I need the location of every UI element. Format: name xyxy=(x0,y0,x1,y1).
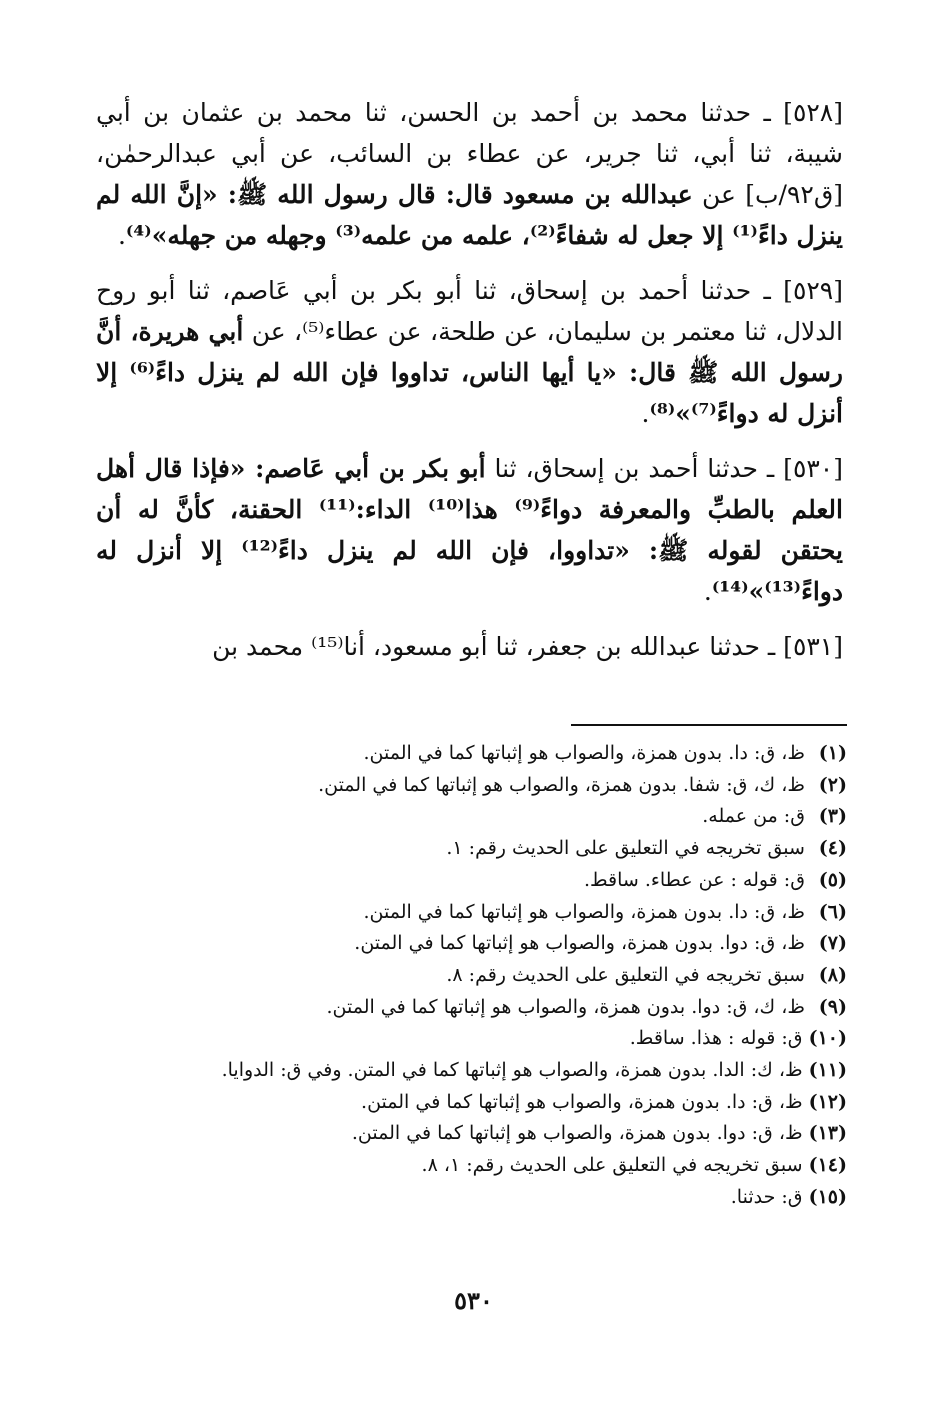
footnote-text: ق: قوله : هذا. ساقط. xyxy=(629,1027,803,1050)
footnote xyxy=(96,833,847,865)
footnote-divider xyxy=(571,724,847,726)
footnote xyxy=(96,992,847,1024)
footnote-number: (٦) xyxy=(818,900,847,923)
footnote xyxy=(96,928,847,960)
hadith-isnad: ـ حدثنا أحمد بن إسحاق، ثنا xyxy=(485,454,784,483)
footnote-text: ظ، ق: دوا. بدون همزة، والصواب هو إثباتها كما في المتن. xyxy=(351,1122,803,1145)
footnote-number: (١) xyxy=(818,742,847,764)
page-number: ٥٣٠ xyxy=(454,1286,493,1315)
footnote xyxy=(96,1118,847,1150)
footnote xyxy=(96,1055,847,1087)
footnote-text: ظ، ق: دا. بدون همزة، والصواب هو إثباتها كما في المتن. xyxy=(363,742,805,764)
hadith-end: . xyxy=(703,577,712,606)
footnote-text: سبق تخريجه في التعليق على الحديث رقم: ٨. xyxy=(446,963,805,986)
footnote-number: (٤) xyxy=(818,837,847,860)
hadith-number: [٥٣١] xyxy=(783,632,843,661)
footnote xyxy=(96,897,847,929)
footnote-text: ق: حدثنا. xyxy=(730,1185,803,1208)
footnote xyxy=(96,738,847,770)
footnote-text: ق: قوله : عن عطاء. ساقط. xyxy=(583,868,805,891)
footnote-text: سبق تخريجه في التعليق على الحديث رقم: ١، ٨. xyxy=(421,1154,803,1177)
footnote xyxy=(96,1182,847,1214)
hadith-isnad: ـ حدثنا أحمد بن إسحاق، ثنا أبو بكر بن أبي عَاصم، ثنا أبو روح الدلال، ثنا معتمر بن سليمان، عن طلحة، عن عطاء⁽⁵⁾، عن xyxy=(96,276,843,346)
footnote-number: (٧) xyxy=(818,932,847,955)
hadith-matn: أبو بكر بن أبي عَاصم: «فإذا قال أهل العلم بالطبِّ والمعرفة دواءً⁽⁹⁾ هذا⁽¹⁰⁾ الداء:⁽¹¹⁾ الحقنة، كأنَّ له أن يحتقن لقوله ﷺ: «تداووا، فإن الله لم ينزل داءً⁽¹²⁾ إلا أنزل له دواءً⁽¹³⁾»⁽¹⁴⁾ xyxy=(96,454,843,606)
footnote xyxy=(96,1150,847,1182)
footnote-number: (١٣) xyxy=(808,1122,847,1145)
hadith-530 xyxy=(96,448,843,612)
footnote-number: (٢) xyxy=(818,773,847,796)
footnote-text: ظ، ك، ق: دوا. بدون همزة، والصواب هو إثباتها كما في المتن. xyxy=(326,995,805,1018)
footnote xyxy=(96,801,847,833)
footnote-number: (١٤) xyxy=(808,1154,847,1177)
footnote-number: (٣) xyxy=(818,805,847,828)
hadith-528 xyxy=(96,92,843,256)
footnote xyxy=(96,960,847,992)
hadith-end: . xyxy=(641,399,650,428)
hadith-529 xyxy=(96,270,843,434)
footnote-number: (٥) xyxy=(818,868,847,891)
footnote xyxy=(96,770,847,802)
hadith-matn: عبدالله بن مسعود قال: قال رسول الله ﷺ: «إنَّ الله لم ينزل داءً⁽¹⁾ إلا جعل له شفاءً⁽²⁾، علمه من علمه⁽³⁾ وجهله من جهله»⁽⁴⁾ xyxy=(96,180,843,250)
footnote-text: ظ، ق: دا. بدون همزة، والصواب هو إثباتها كما في المتن. xyxy=(363,900,805,923)
hadith-531 xyxy=(96,626,843,667)
footnote-text: ظ، ك، ق: شفا. بدون همزة، والصواب هو إثباتها كما في المتن. xyxy=(318,773,805,796)
hadith-isnad: ـ حدثنا محمد بن أحمد بن الحسن، ثنا محمد بن عثمان بن أبي شيبة، ثنا أبي، ثنا جرير، عن عطاء بن السائب، عن أبي عبدالرحمٰن، [ق٩٢/ب] عن xyxy=(96,98,843,209)
footnote-text: ق: من عمله. xyxy=(702,805,805,828)
footnote-number: (٩) xyxy=(818,995,847,1018)
main-text xyxy=(96,92,843,681)
hadith-matn: أبي هريرة، أنَّ رسول الله ﷺ قال: «يا أيها الناس، تداووا فإن الله لم ينزل داءً⁽⁶⁾ إلا أنزل له دواءً⁽⁷⁾»⁽⁸⁾ xyxy=(96,317,843,428)
hadith-number: [٥٣٠] xyxy=(783,454,843,483)
footnote xyxy=(96,1023,847,1055)
footnote xyxy=(96,865,847,897)
footnote-text: سبق تخريجه في التعليق على الحديث رقم: ١. xyxy=(446,837,805,860)
hadith-end: . xyxy=(117,221,126,250)
hadith-number: [٥٢٩] xyxy=(783,276,843,305)
footnote-text: ظ، ق: دا. بدون همزة، والصواب هو إثباتها كما في المتن. xyxy=(361,1090,803,1113)
footnote-number: (٨) xyxy=(818,963,847,986)
footnote-text: ظ، ك: الدا. بدون همزة، والصواب هو إثباتها كما في المتن. وفي ق: الدوايا. xyxy=(221,1059,803,1082)
hadith-isnad: ـ حدثنا عبدالله بن جعفر، ثنا أبو مسعود، أنا⁽¹⁵⁾ محمد بن xyxy=(212,632,784,661)
footnote xyxy=(96,1087,847,1119)
footnote-number: (١١) xyxy=(808,1059,847,1082)
footnote-number: (١٠) xyxy=(808,1027,847,1050)
footnote-text: ظ، ق: دوا. بدون همزة، والصواب هو إثباتها كما في المتن. xyxy=(354,932,805,955)
footnotes-list xyxy=(96,738,847,1214)
hadith-number: [٥٢٨] xyxy=(783,98,843,127)
footnote-number: (١٢) xyxy=(808,1090,847,1113)
footnote-number: (١٥) xyxy=(808,1185,847,1208)
